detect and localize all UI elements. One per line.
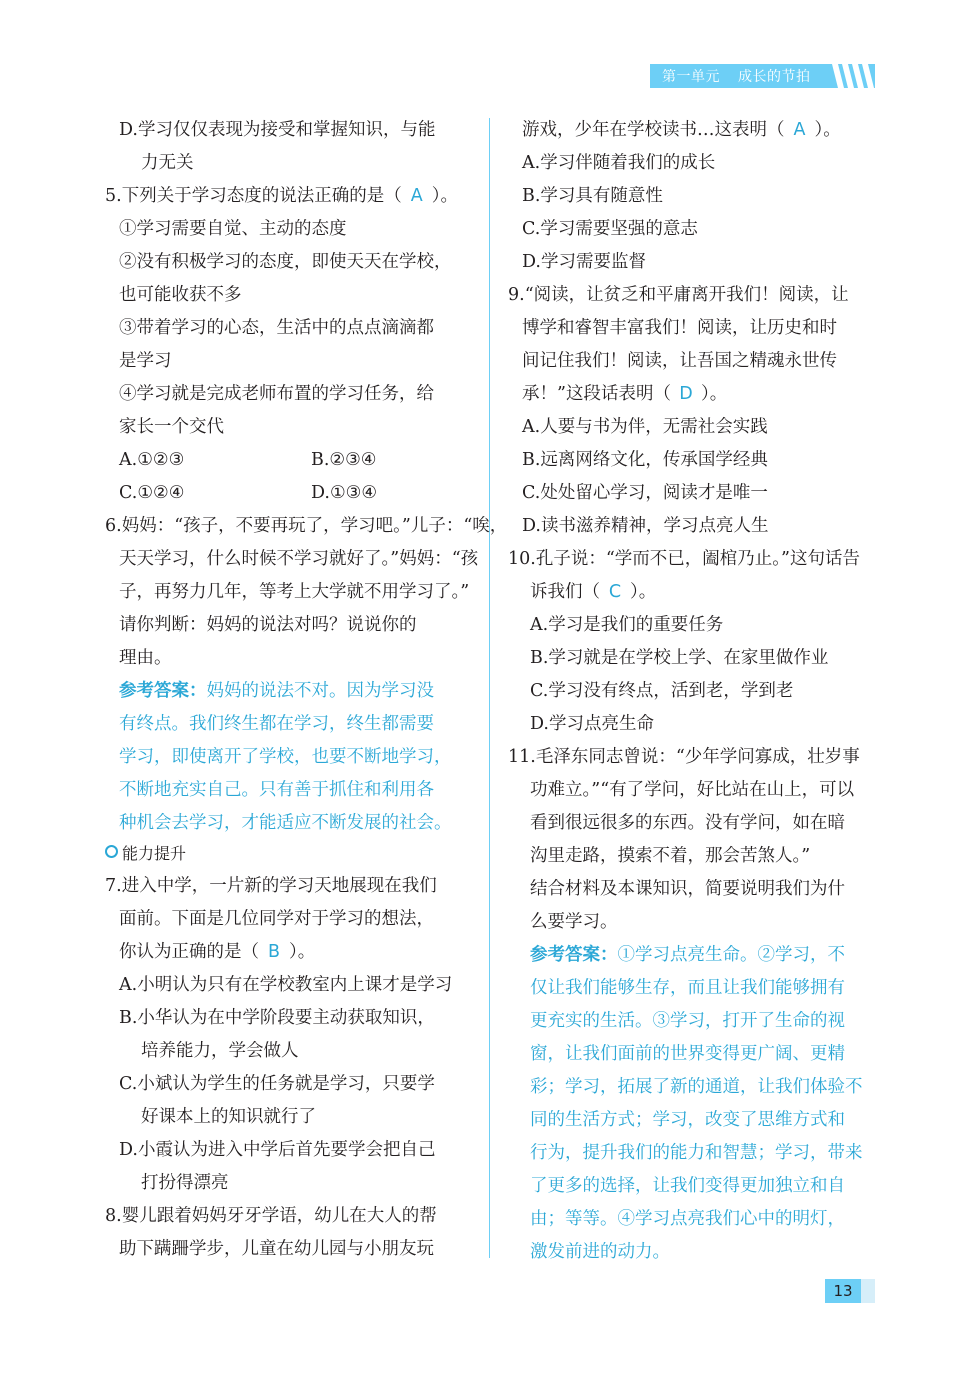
q11-answer-line: 仅让我们能够生存，而且让我们能够拥有 <box>530 978 845 998</box>
q11-answer-line: 窗，让我们面前的世界变得更广阔、更精 <box>530 1044 845 1064</box>
q10-answer: C <box>608 582 622 602</box>
q6-line: 子，再努力几年，等考上大学就不用学习了。” <box>119 582 470 602</box>
q9-line: 间记住我们！阅读，让吾国之精魂永世传 <box>522 351 837 371</box>
q8-option: B.学习具有随意性 <box>522 186 663 206</box>
q11-answer-line: 彩；学习，拓展了新的通道，让我们体验不 <box>530 1077 863 1097</box>
q5-option-b: B.②③④ <box>311 450 377 470</box>
q8-option: C.学习需要坚强的意志 <box>522 219 698 239</box>
q5-option-a: A.①②③ <box>119 450 185 470</box>
q5-item: 是学习 <box>119 351 172 371</box>
section-heading: 能力提升 <box>105 842 186 866</box>
q11-line: 结合材料及本课知识，简要说明我们为什 <box>530 879 845 899</box>
q5-answer: A <box>410 186 423 206</box>
q7-option: A.小明认为只有在学校教室内上课才是学习 <box>119 975 453 995</box>
q7-option: 打扮得漂亮 <box>141 1173 229 1193</box>
q5-option-d: D.①③④ <box>311 483 378 503</box>
q6-reference-answer: 参考答案：妈妈的说法不对。因为学习没 <box>119 681 434 701</box>
q9-line: 9.“阅读，让贫乏和平庸离开我们！阅读，让 <box>508 285 849 305</box>
q5-item: ④学习就是完成老师布置的学习任务，给 <box>119 384 434 404</box>
q6-line: 请你判断：妈妈的说法对吗？说说你的 <box>119 615 417 635</box>
q6-answer-line: 有终点。我们终生都在学习，终生都需要 <box>119 714 434 734</box>
q10-stem: 诉我们（ C ）。 <box>530 582 657 602</box>
q6-answer-line: 不断地充实自己。只有善于抓住和利用各 <box>119 780 434 800</box>
q8-line: 助下蹒跚学步，儿童在幼儿园与小朋友玩 <box>119 1239 434 1259</box>
q11-line: 11.毛泽东同志曾说：“少年学问寡成，壮岁事 <box>508 747 860 767</box>
q7-option: 好课本上的知识就行了 <box>141 1107 316 1127</box>
q6-line: 理由。 <box>119 648 172 668</box>
q6-line: 6.妈妈：“孩子，不要再玩了，学习吧。”儿子：“唉， <box>105 516 508 536</box>
q7-stem: 你认为正确的是（ B ）。 <box>119 942 316 962</box>
q10-option: A.学习是我们的重要任务 <box>530 615 724 635</box>
q9-option: D.读书滋养精神，学习点亮人生 <box>522 516 769 536</box>
q7-line: 面前。下面是几位同学对于学习的想法， <box>119 909 434 929</box>
q5-item: ①学习需要自觉、主动的态度 <box>119 219 347 239</box>
q9-stem: 承！”这段话表明（ D ）。 <box>522 384 728 404</box>
q4-option-d-line1: D.学习仅仅表现为接受和掌握知识，与能 <box>119 120 436 140</box>
q8-stem: 游戏，少年在学校读书…这表明（ A ）。 <box>522 120 841 140</box>
q6-answer-line: 学习，即使离开了学校，也要不断地学习， <box>119 747 452 767</box>
q7-option: C.小斌认为学生的任务就是学习，只要学 <box>119 1074 435 1094</box>
q11-line: 功难立。”“有了学问，好比站在山上，可以 <box>530 780 855 800</box>
q7-option: D.小霞认为进入中学后首先要学会把自己 <box>119 1140 436 1160</box>
q9-option: B.远离网络文化，传承国学经典 <box>522 450 768 470</box>
q4-option-d-line2: 力无关 <box>141 153 194 173</box>
circle-bullet-icon <box>105 845 118 858</box>
q7-option: B.小华认为在中学阶段要主动获取知识， <box>119 1008 435 1028</box>
q9-option: A.人要与书为伴，无需社会实践 <box>522 417 768 437</box>
page-number: 13 <box>825 1279 861 1303</box>
q8-line: 8.婴儿跟着妈妈牙牙学语，幼儿在大人的帮 <box>105 1206 437 1226</box>
column-divider <box>489 118 490 1258</box>
q9-line: 博学和睿智丰富我们！阅读，让历史和时 <box>522 318 837 338</box>
q9-answer: D <box>679 384 693 404</box>
q6-answer-line: 种机会去学习，才能适应不断发展的社会。 <box>119 813 452 833</box>
header-stripes-decoration <box>828 64 876 88</box>
q5-item: 家长一个交代 <box>119 417 224 437</box>
q11-answer-line: 同的生活方式；学习，改变了思维方式和 <box>530 1110 845 1130</box>
q11-line: 沟里走路，摸索不着，那会苦煞人。” <box>530 846 811 866</box>
q11-reference-answer: 参考答案：①学习点亮生命。②学习，不 <box>530 945 845 965</box>
q11-answer-line: 行为，提升我们的能力和智慧；学习，带来 <box>530 1143 863 1163</box>
reference-answer-label: 参考答案： <box>119 681 207 701</box>
reference-answer-label: 参考答案： <box>530 945 618 965</box>
q11-answer-line: 由；等等。④学习点亮我们心中的明灯， <box>530 1209 845 1229</box>
unit-label: 第一单元 <box>662 69 720 85</box>
q8-answer: A <box>793 120 806 140</box>
unit-header <box>662 66 811 86</box>
q7-line: 7.进入中学，一片新的学习天地展现在我们 <box>105 876 437 896</box>
q11-line: 看到很远很多的东西。没有学问，如在暗 <box>530 813 845 833</box>
q8-option: A.学习伴随着我们的成长 <box>522 153 716 173</box>
q11-answer-line: 更充实的生活。③学习，打开了生命的视 <box>530 1011 845 1031</box>
q7-option: 培养能力，学会做人 <box>141 1041 299 1061</box>
q6-line: 天天学习，什么时候不学习就好了。”妈妈：“孩 <box>119 549 479 569</box>
q5-item: 也可能收获不多 <box>119 285 242 305</box>
q11-answer-line: 激发前进的动力。 <box>530 1242 670 1262</box>
q8-option: D.学习需要监督 <box>522 252 646 272</box>
q5-option-c: C.①②④ <box>119 483 185 503</box>
q10-option: D.学习点亮生命 <box>530 714 654 734</box>
q11-answer-line: 了更多的选择，让我们变得更加独立和自 <box>530 1176 845 1196</box>
q11-line: 么要学习。 <box>530 912 618 932</box>
q5-stem: 5.下列关于学习态度的说法正确的是（ A ）。 <box>105 186 458 206</box>
q10-option: B.学习就是在学校上学、在家里做作业 <box>530 648 829 668</box>
unit-title: 成长的节拍 <box>738 69 811 85</box>
q10-line: 10.孔子说：“学而不已，阖棺乃止。”这句话告 <box>508 549 860 569</box>
q5-item: ②没有积极学习的态度，即使天天在学校， <box>119 252 452 272</box>
q10-option: C.学习没有终点，活到老，学到老 <box>530 681 794 701</box>
q7-answer: B <box>267 942 280 962</box>
q5-item: ③带着学习的心态，生活中的点点滴滴都 <box>119 318 434 338</box>
q9-option: C.处处留心学习，阅读才是唯一 <box>522 483 768 503</box>
